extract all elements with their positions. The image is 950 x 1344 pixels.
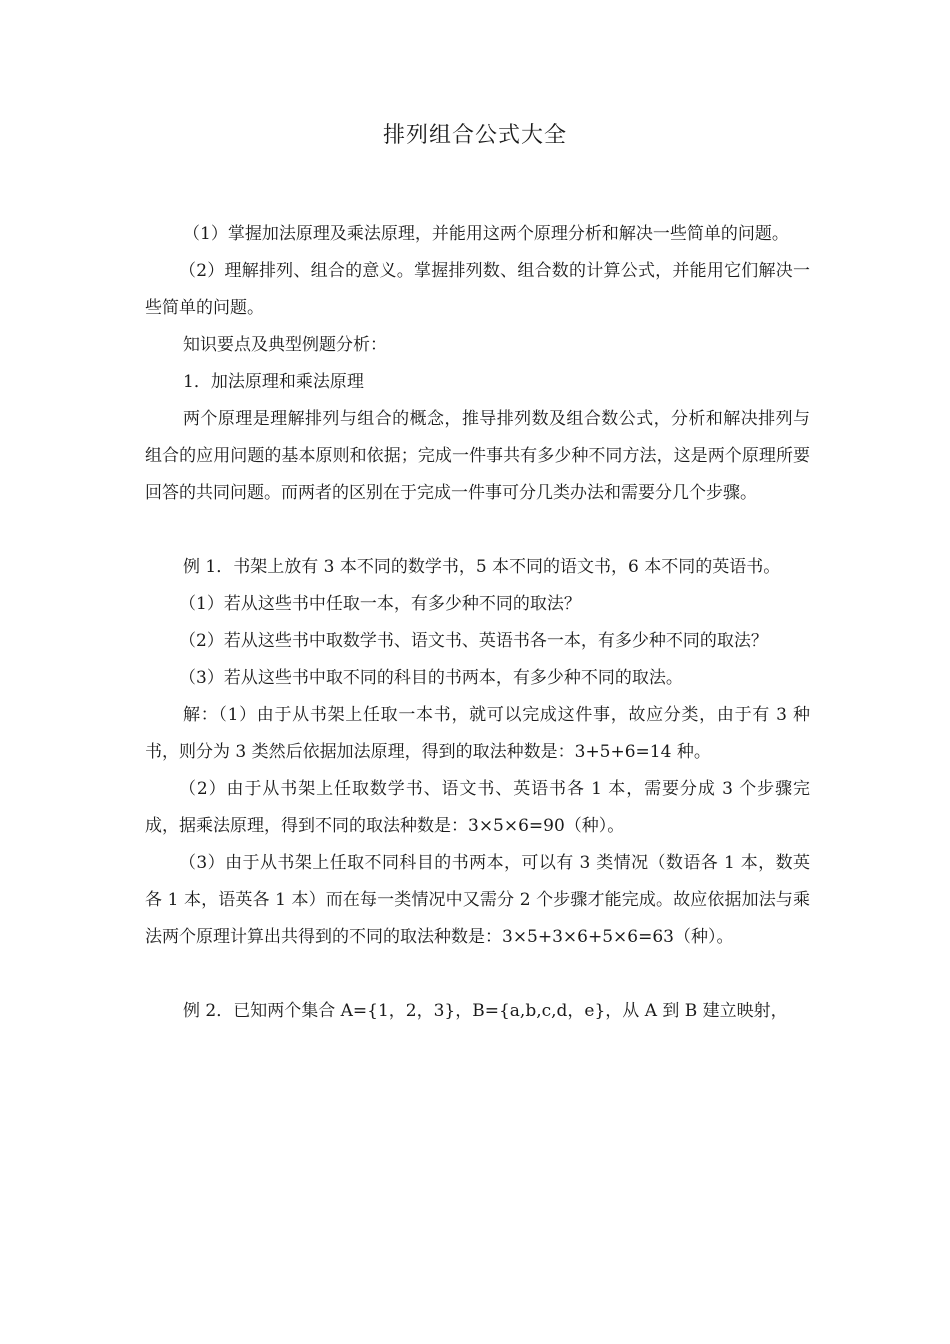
solution-part-3: （3）由于从书架上任取不同科目的书两本，可以有 3 类情况（数语各 1 本，数英各 1 本，语英各 1 本）而在每一类情况中又需分 2 个步骤才能完成。故应依据加法与乘法两个原理计算出共得到的不同的取法种数是：3×5+3×6+5×6=63（种）。 [145,853,810,947]
solution-part-2: （2）由于从书架上任取数学书、语文书、英语书各 1 本，需要分成 3 个步骤完成，据乘法原理，得到不同的取法种数是：3×5×6=90（种）。 [145,779,810,836]
page-title: 排列组合公式大全 [382,123,567,148]
objective-1: （1）掌握加法原理及乘法原理，并能用这两个原理分析和解决一些简单的问题。 [183,224,789,244]
example-1-statement: 例 1．书架上放有 3 本不同的数学书，5 本不同的语文书，6 本不同的英语书。 [183,557,781,577]
section-intro: 知识要点及典型例题分析： [183,335,387,355]
spacer [145,956,810,993]
solution-part-1: 解：（1）由于从书架上任取一本书，就可以完成这件事，故应分类，由于有 3 种书，则分为 3 类然后依据加法原理，得到的取法种数是：3+5+6=14 种。 [145,705,810,762]
section-heading: 1．加法原理和乘法原理 [183,372,364,392]
example-1-question-1: （1）若从这些书中任取一本，有多少种不同的取法？ [179,594,581,614]
principles-paragraph: 两个原理是理解排列与组合的概念，推导排列数及组合数公式，分析和解决排列与组合的应用问题的基本原则和依据；完成一件事共有多少种不同方法，这是两个原理所要回答的共同问题。而两者的区别在于完成一件事可分几类办法和需要分几个步骤。 [145,409,810,503]
document-body [145,216,810,1030]
example-2-statement: 例 2．已知两个集合 A={1，2，3}，B={a,b,c,d，e}，从 A 到 B 建立映射， [183,1001,788,1021]
example-1-question-3: （3）若从这些书中取不同的科目的书两本，有多少种不同的取法。 [179,668,683,688]
spacer [145,512,810,549]
example-1-question-2: （2）若从这些书中取数学书、语文书、英语书各一本，有多少种不同的取法？ [179,631,768,651]
objective-2: （2）理解排列、组合的意义。掌握排列数、组合数的计算公式，并能用它们解决一些简单的问题。 [145,261,810,318]
